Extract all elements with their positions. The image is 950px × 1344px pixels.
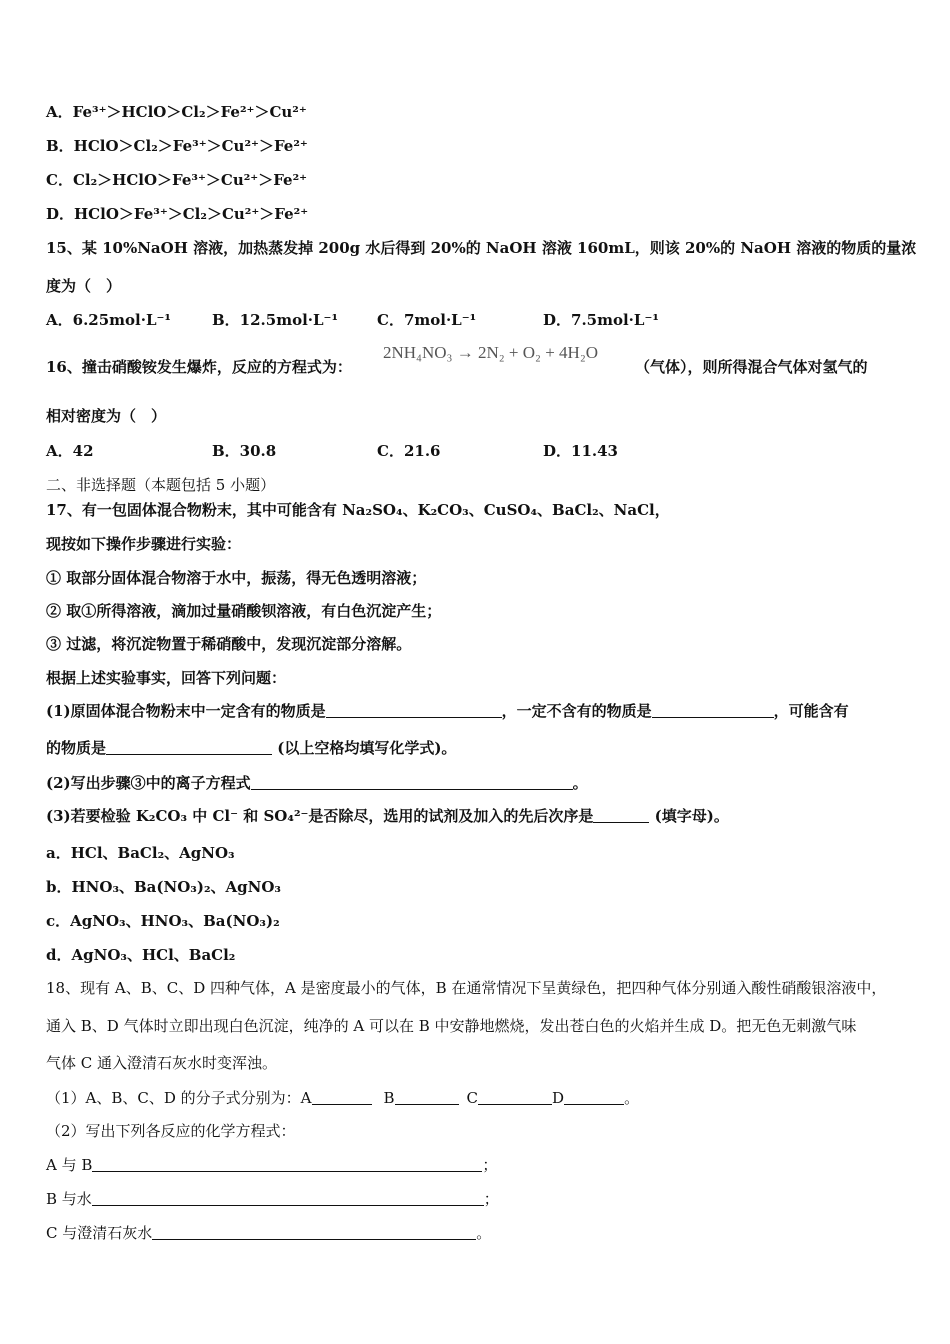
q18-blank-a[interactable] — [312, 1089, 372, 1105]
q15-option-d: D．7.5mol·L⁻¹ — [543, 311, 659, 329]
q14-option-c: C．Cl₂＞HClO＞Fe³⁺＞Cu²⁺＞Fe²⁺ — [46, 171, 308, 189]
q17-part1-text-b: ，一定不含有的物质是 — [501, 702, 652, 720]
q17-step2: ② 取①所得溶液，滴加过量硝酸钡溶液，有白色沉淀产生； — [46, 602, 442, 620]
q18-reaction-c-limewater-end: 。 — [476, 1224, 492, 1242]
q17-option-a: a．HCl、BaCl₂、AgNO₃ — [46, 844, 235, 862]
q18-reaction-ab — [46, 1155, 497, 1175]
q18-part2: （2）写出下列各反应的化学方程式： — [46, 1122, 296, 1140]
q16-equation: 2NH₄NO₃ → 2N₂ + O₂ + 4H₂O — [383, 343, 599, 362]
q16-option-d: D．11.43 — [543, 442, 618, 460]
q17-part1-text-d: 的物质是 — [46, 739, 107, 757]
q17-stem: 17、有一包固体混合物粉末，其中可能含有 Na₂SO₄、K₂CO₃、CuSO₄、BaCl₂、NaCl， — [46, 501, 670, 519]
q17-blank-ionic-equation[interactable] — [251, 774, 573, 790]
q17-part1-text-c: ，可能含有 — [773, 702, 849, 720]
q17-step3: ③ 过滤，将沉淀物置于稀硝酸中，发现沉淀部分溶解。 — [46, 635, 412, 653]
q18-part1-end: 。 — [624, 1089, 640, 1107]
q18-reaction-c-limewater-label: C 与澄清石灰水 — [46, 1224, 153, 1242]
q18-blank-reaction-b-water[interactable] — [92, 1190, 484, 1206]
q18-label-b: B — [383, 1089, 395, 1107]
q18-blank-b[interactable] — [395, 1089, 459, 1105]
q15-option-c: C．7mol·L⁻¹ — [377, 311, 477, 329]
q18-reaction-c-limewater — [46, 1223, 491, 1243]
q16-stem-line2: 相对密度为（ ） — [46, 407, 167, 425]
q18-reaction-b-water — [46, 1189, 499, 1209]
q15-option-b: B．12.5mol·L⁻¹ — [212, 311, 339, 329]
q17-part1-text-a: (1)原固体混合物粉末中一定含有的物质是 — [46, 702, 326, 720]
q16-option-a: A．42 — [46, 442, 94, 460]
q17-part2-end: 。 — [572, 774, 588, 792]
q17-part1-text-e: (以上空格均填写化学式)。 — [272, 739, 457, 757]
q18-reaction-ab-end: ； — [482, 1156, 498, 1174]
q17-part3-text: (3)若要检验 K₂CO₃ 中 Cl⁻ 和 SO₄²⁻是否除尽，选用的试剂及加入的先后次序是 — [46, 807, 594, 825]
q18-line3: 气体 C 通入澄清石灰水时变浑浊。 — [46, 1054, 278, 1072]
q17-option-d: d．AgNO₃、HCl、BaCl₂ — [46, 946, 236, 964]
q18-reaction-b-water-end: ； — [483, 1190, 499, 1208]
q18-line1: 18、现有 A、B、C、D 四种气体，A 是密度最小的气体，B 在通常情况下呈黄绿色，把四种气体分别通入酸性硝酸银溶液中， — [46, 979, 887, 997]
q17-part1-line1 — [46, 701, 849, 721]
q18-blank-c[interactable] — [478, 1089, 552, 1105]
q14-option-b: B．HClO＞Cl₂＞Fe³⁺＞Cu²⁺＞Fe²⁺ — [46, 137, 308, 155]
q17-part2-text: (2)写出步骤③中的离子方程式 — [46, 774, 251, 792]
q18-line2: 通入 B、D 气体时立即出现白色沉淀，纯净的 A 可以在 B 中安静地燃烧，发出苍白色的火焰并生成 D。把无色无刺激气味 — [46, 1017, 857, 1035]
q17-part2 — [46, 773, 588, 793]
q18-blank-d[interactable] — [564, 1089, 624, 1105]
q17-blank-possible[interactable] — [106, 739, 272, 755]
q15-option-a: A．6.25mol·L⁻¹ — [46, 311, 172, 329]
q17-option-b: b．HNO₃、Ba(NO₃)₂、AgNO₃ — [46, 878, 281, 896]
q18-label-c: C — [466, 1089, 479, 1107]
q14-option-a: A．Fe³⁺＞HClO＞Cl₂＞Fe²⁺＞Cu²⁺ — [46, 103, 307, 121]
q16-option-c: C．21.6 — [377, 442, 441, 460]
q18-label-d: D — [552, 1089, 565, 1107]
section-heading: 二、非选择题（本题包括 5 小题） — [46, 476, 276, 494]
q17-intro: 现按如下操作步骤进行实验： — [46, 535, 242, 553]
q17-blank-order[interactable] — [593, 807, 649, 823]
q18-part1 — [46, 1088, 639, 1108]
q17-part1-line2 — [46, 738, 456, 758]
q15-stem-line2: 度为（ ） — [46, 277, 122, 295]
q14-option-d: D．HClO＞Fe³⁺＞Cl₂＞Cu²⁺＞Fe²⁺ — [46, 205, 309, 223]
q17-part3-end: (填字母)。 — [649, 807, 729, 825]
q17-blank-absent[interactable] — [652, 702, 774, 718]
q17-option-c: c．AgNO₃、HNO₃、Ba(NO₃)₂ — [46, 912, 280, 930]
q18-reaction-b-water-label: B 与水 — [46, 1190, 92, 1208]
q17-part3 — [46, 806, 729, 826]
q18-part1-text: （1）A、B、C、D 的分子式分别为：A — [46, 1089, 312, 1107]
q16-stem-prefix: 16、撞击硝酸铵发生爆炸，反应的方程式为： — [46, 358, 352, 376]
q15-stem-line1: 15、某 10%NaOH 溶液，加热蒸发掉 200g 水后得到 20%的 NaOH 溶液 160mL，则该 20%的 NaOH 溶液的物质的量浓 — [46, 239, 917, 257]
q16-option-b: B．30.8 — [212, 442, 277, 460]
q16-stem-suffix: （气体），则所得混合气体对氢气的 — [635, 358, 868, 376]
q18-reaction-ab-label: A 与 B — [46, 1156, 93, 1174]
q18-blank-reaction-c-limewater[interactable] — [152, 1224, 476, 1240]
q17-prompt: 根据上述实验事实，回答下列问题： — [46, 669, 287, 687]
q17-blank-definite[interactable] — [326, 702, 502, 718]
q17-step1: ① 取部分固体混合物溶于水中，振荡，得无色透明溶液； — [46, 569, 427, 587]
q18-blank-reaction-ab[interactable] — [92, 1156, 482, 1172]
